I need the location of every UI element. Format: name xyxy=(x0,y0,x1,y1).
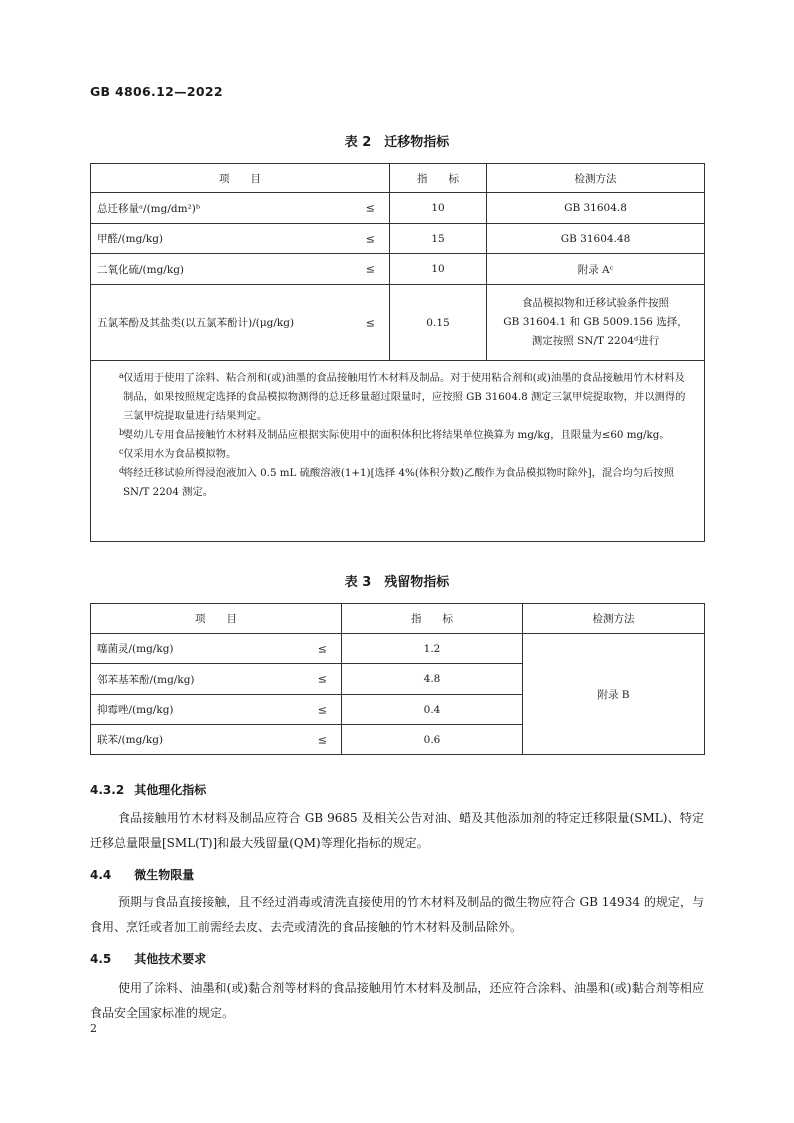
table2-header-limit: 指 标 xyxy=(390,164,487,193)
footnote-b: b 婴幼儿专用食品接触竹木材料及制品应根据实际使用中的面积体积比将结果单位换算为 mg/kg，且限量为≤60 mg/kg。 xyxy=(119,428,670,441)
operator: ≤ xyxy=(365,201,375,215)
row-item: 邻苯基苯酚/(mg/kg) xyxy=(97,673,195,686)
row-item: 抑霉唑/(mg/kg) xyxy=(97,704,174,716)
method-line: 食品模拟物和迁移试验条件按照 xyxy=(522,297,669,309)
section-paragraph: 使用了涂料、油墨和(或)黏合剂等材料的食品接触用竹木材料及制品，还应符合涂料、油墨和(或)黏合剂等相应食品安全国家标准的规定。 xyxy=(90,981,704,1020)
table3-caption: 表 3 残留物指标 xyxy=(344,575,450,590)
table3-header-method: 检测方法 xyxy=(523,604,705,634)
footnote-a: a 仅适用于使用了涂料、粘合剂和(或)油墨的食品接触用竹木材料及制品。对于使用粘合剂和(或)油墨的食品接触用竹木材料及制品，如果按照规定选择的食品模拟物测得的总迁移量超过限量时，应按照 GB 31604.8 测定三氯甲烷提取物，并以测得的三氯甲烷提取量进行结果判定。 xyxy=(119,371,686,422)
row-value: 1.2 xyxy=(342,634,523,664)
row-item: 联苯/(mg/kg) xyxy=(97,734,164,746)
row-value: 10 xyxy=(390,254,487,285)
footnote-c: c 仅采用水为食品模拟物。 xyxy=(119,447,237,460)
row-item: 二氧化硫/(mg/kg) xyxy=(97,263,185,276)
row-value: 4.8 xyxy=(342,664,523,695)
table-row xyxy=(91,224,705,254)
operator: ≤ xyxy=(365,262,375,276)
operator: ≤ xyxy=(317,672,327,686)
row-item: 五氯苯酚及其盐类(以五氯苯酚计)/(μg/kg) xyxy=(97,317,295,329)
section-paragraph: 食品接触用竹木材料及制品应符合 GB 9685 及相关公告对油、蜡及其他添加剂的特定迁移限量(SML)、特定迁移总量限量[SML(T)]和最大残留量(QM)等理化指标的规定。 xyxy=(90,811,704,850)
row-method xyxy=(487,285,705,361)
row-value: 0.15 xyxy=(390,285,487,361)
table-row xyxy=(91,254,705,285)
row-item: 总迁移量ᵃ/(mg/dm²)ᵇ xyxy=(97,202,201,215)
row-value: 0.6 xyxy=(342,725,523,755)
table2-footnotes xyxy=(91,361,705,542)
table3-header-item: 项 目 xyxy=(91,604,342,634)
method-line: GB 31604.1 和 GB 5009.156 选择， xyxy=(503,316,688,328)
table3-header-limit: 指 标 xyxy=(342,604,523,634)
row-item: 噻菌灵/(mg/kg) xyxy=(97,643,174,655)
row-method: 附录 Aᶜ xyxy=(487,254,705,285)
table2 xyxy=(90,163,705,542)
table2-header-method: 检测方法 xyxy=(487,164,705,193)
page-number: 2 xyxy=(90,1022,97,1035)
section-heading: 4.3.2 其他理化指标 xyxy=(90,783,207,797)
section-heading: 4.4 微生物限量 xyxy=(90,868,195,882)
row-method: GB 31604.48 xyxy=(487,224,705,254)
table3 xyxy=(90,603,705,755)
table-row xyxy=(91,285,705,361)
section-heading: 4.5 其他技术要求 xyxy=(90,952,207,966)
operator: ≤ xyxy=(317,733,327,746)
table-row xyxy=(91,634,705,664)
row-item: 甲醛/(mg/kg) xyxy=(97,233,164,245)
table2-caption: 表 2 迁移物指标 xyxy=(344,135,450,150)
table-row xyxy=(91,193,705,224)
document-code: GB 4806.12—2022 xyxy=(90,84,223,99)
operator: ≤ xyxy=(365,316,375,329)
operator: ≤ xyxy=(317,642,327,655)
row-value: 10 xyxy=(390,193,487,224)
footnote-d: d 将经迁移试验所得浸泡液加入 0.5 mL 硫酸溶液(1+1)[选择 4%(体积分数)乙酸作为食品模拟物时除外]，混合均匀后按照 SN/T 2204 测定。 xyxy=(119,466,675,498)
table3-method: 附录 B xyxy=(523,634,705,755)
operator: ≤ xyxy=(317,703,327,716)
operator: ≤ xyxy=(365,232,375,245)
table2-header-item: 项 目 xyxy=(91,164,390,193)
section-paragraph: 预期与食品直接接触，且不经过消毒或清洗直接使用的竹木材料及制品的微生物应符合 GB 14934 的规定，与食用、烹饪或者加工前需经去皮、去壳或清洗的食品接触的竹木材料及制品除外。 xyxy=(90,895,704,934)
method-line: 测定按照 SN/T 2204ᵈ进行 xyxy=(531,335,660,347)
row-method: GB 31604.8 xyxy=(487,193,705,224)
row-value: 15 xyxy=(390,224,487,254)
row-value: 0.4 xyxy=(342,695,523,725)
